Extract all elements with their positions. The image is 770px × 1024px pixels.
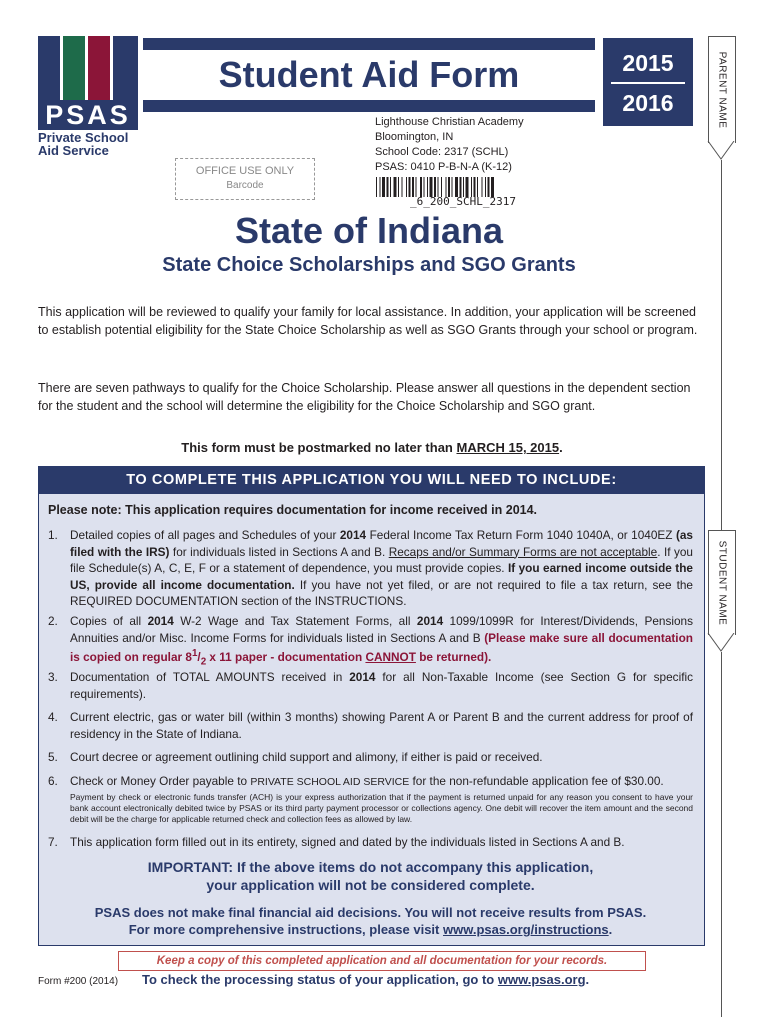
student-tab-arrow <box>707 633 737 653</box>
important-notice: IMPORTANT: If the above items do not accompany this application, your application will not be considered complete. <box>147 859 594 893</box>
psas-logo-stripes <box>38 36 138 100</box>
instructions-link[interactable]: www.psas.org/instructions <box>443 922 609 937</box>
requirements-header: TO COMPLETE THIS APPLICATION YOU WILL NEED TO INCLUDE: <box>38 466 705 494</box>
deadline-date: MARCH 15, 2015 <box>456 440 560 455</box>
parent-tab-arrow <box>707 141 737 161</box>
list-item: 3. Documentation of TOTAL AMOUNTS received in 2014 for all Non-Taxable Income (see Section G for specific requirements). <box>48 670 693 701</box>
status-line: To check the processing status of your application, go to www.psas.org. <box>142 972 590 987</box>
psas-website-link[interactable]: www.psas.org <box>497 972 586 987</box>
pathways-paragraph: There are seven pathways to qualify for the Choice Scholarship. Please answer all questions in the dependent section for the student and the school will determine the eligibility for the Choice Scholarship and SGO grant. <box>38 381 691 413</box>
school-name: Lighthouse Christian Academy <box>375 116 524 128</box>
list-item: 4. Current electric, gas or water bill (within 3 months) showing Parent A or Parent B and the current address for proof of residency in the State of Indiana. <box>48 710 693 741</box>
postmark-deadline: This form must be postmarked no later than MARCH 15, 2015. <box>181 440 563 455</box>
office-use-box: OFFICE USE ONLY Barcode <box>175 158 315 200</box>
list-item: 7. This application form filled out in its entirety, signed and dated by the individuals listed in Sections A and B. <box>48 835 625 849</box>
keep-copy-banner: Keep a copy of this completed application and all documentation for your records. <box>118 951 646 971</box>
psas-disclaimer: PSAS does not make final financial aid decisions. You will not receive results from PSAS. For more comprehensive instructions, please visit www.psas.org/instructions. <box>94 905 647 937</box>
tab-guide-line <box>721 652 722 1017</box>
tab-guide-line <box>721 160 722 530</box>
list-item: 2. Copies of all 2014 W-2 Wage and Tax Statement Forms, all 2014 1099/1099R for Interest/Dividends, Pensions Annuities and/or Misc. Income Forms for individuals listed in Sections A and B (Please make sure all documentation is copied on regular $8^1/_2$ x 11 paper - documentation CANNOT be returned). <box>48 614 694 668</box>
list-item: 1. Detailed copies of all pages and Schedules of your 2014 Federal Income Tax Return Form 1040 1040A, or 1040EZ (as filed with the IRS) for individuals listed in Sections A and B. Recaps and/or Summary Forms are not acceptable. If you file Schedule(s) A, C, E, F or a statement of dependence, you must provide copies. If you earned income outside the US, provide all income documentation. If you have not yet filed, or are not required to file a tax return, see the REQUIRED DOCUMENTATION section of the INSTRUCTIONS. <box>48 528 693 608</box>
header-rule-top <box>143 38 595 50</box>
list-item: 5. Court decree or agreement outlining child support and alimony, if either is paid or received. <box>48 750 543 764</box>
income-note: Please note: This application requires documentation for income received in 2014. <box>48 503 538 517</box>
form-title: Student Aid Form <box>218 54 520 95</box>
intro-paragraph: This application will be reviewed to qualify your family for local assistance. In addition, your application will be screened to establish potential eligibility for the State Choice Scholarship as well as SGO Grants through your school or program. <box>38 305 698 337</box>
school-info <box>375 115 524 175</box>
barcode <box>376 177 560 197</box>
year-top: 2015 <box>622 50 674 76</box>
state-title: State of Indiana <box>234 210 504 251</box>
school-code: School Code: 2317 (SCHL) <box>375 146 509 158</box>
year-bottom: 2016 <box>622 90 674 116</box>
logo-stripe <box>63 36 85 100</box>
psas-logo: PSAS <box>38 100 138 130</box>
header-rule-bottom <box>143 100 595 112</box>
payment-fine-print: Payment by check or electronic funds transfer (ACH) is your express authorization that if the payment is returned unpaid for any reason you consent to have your bank account electronically debited twice by PSAS or its third party payment processor or collections agency. One debit will recover the item amount and the second debit will be the charge for applicable returned check and collection fees as allowed by law. <box>70 791 693 824</box>
school-city: Bloomington, IN <box>375 131 454 143</box>
student-name-tab: STUDENT NAME <box>708 530 736 635</box>
logo-stripe <box>88 36 110 100</box>
list-item: 6. Check or Money Order payable to PRIVATE SCHOOL AID SERVICE for the non-refundable application fee of $30.00. Payment by check or electronic funds transfer (ACH) is your express authorization that if the payment is returned unpaid for any reason you consent to have your bank account electronically debited twice by PSAS or its third party payment processor or collections agency. One debit will recover the item amount and the second debit will be the charge for applicable returned check and collection fees as allowed by law. <box>48 774 693 824</box>
form-number: Form #200 (2014) <box>38 976 119 987</box>
parent-name-tab: PARENT NAME <box>708 36 736 143</box>
logo-stripe <box>38 36 60 100</box>
year-badge <box>603 38 693 126</box>
program-subtitle: State Choice Scholarships and SGO Grants <box>162 254 576 276</box>
psas-logo-tagline: Private School Aid Service <box>38 130 129 158</box>
logo-stripe <box>113 36 138 100</box>
psas-code: PSAS: 0410 P-B-N-A (K-12) <box>375 161 512 173</box>
barcode-text: _6_200_SCHL_2317 <box>410 195 516 208</box>
